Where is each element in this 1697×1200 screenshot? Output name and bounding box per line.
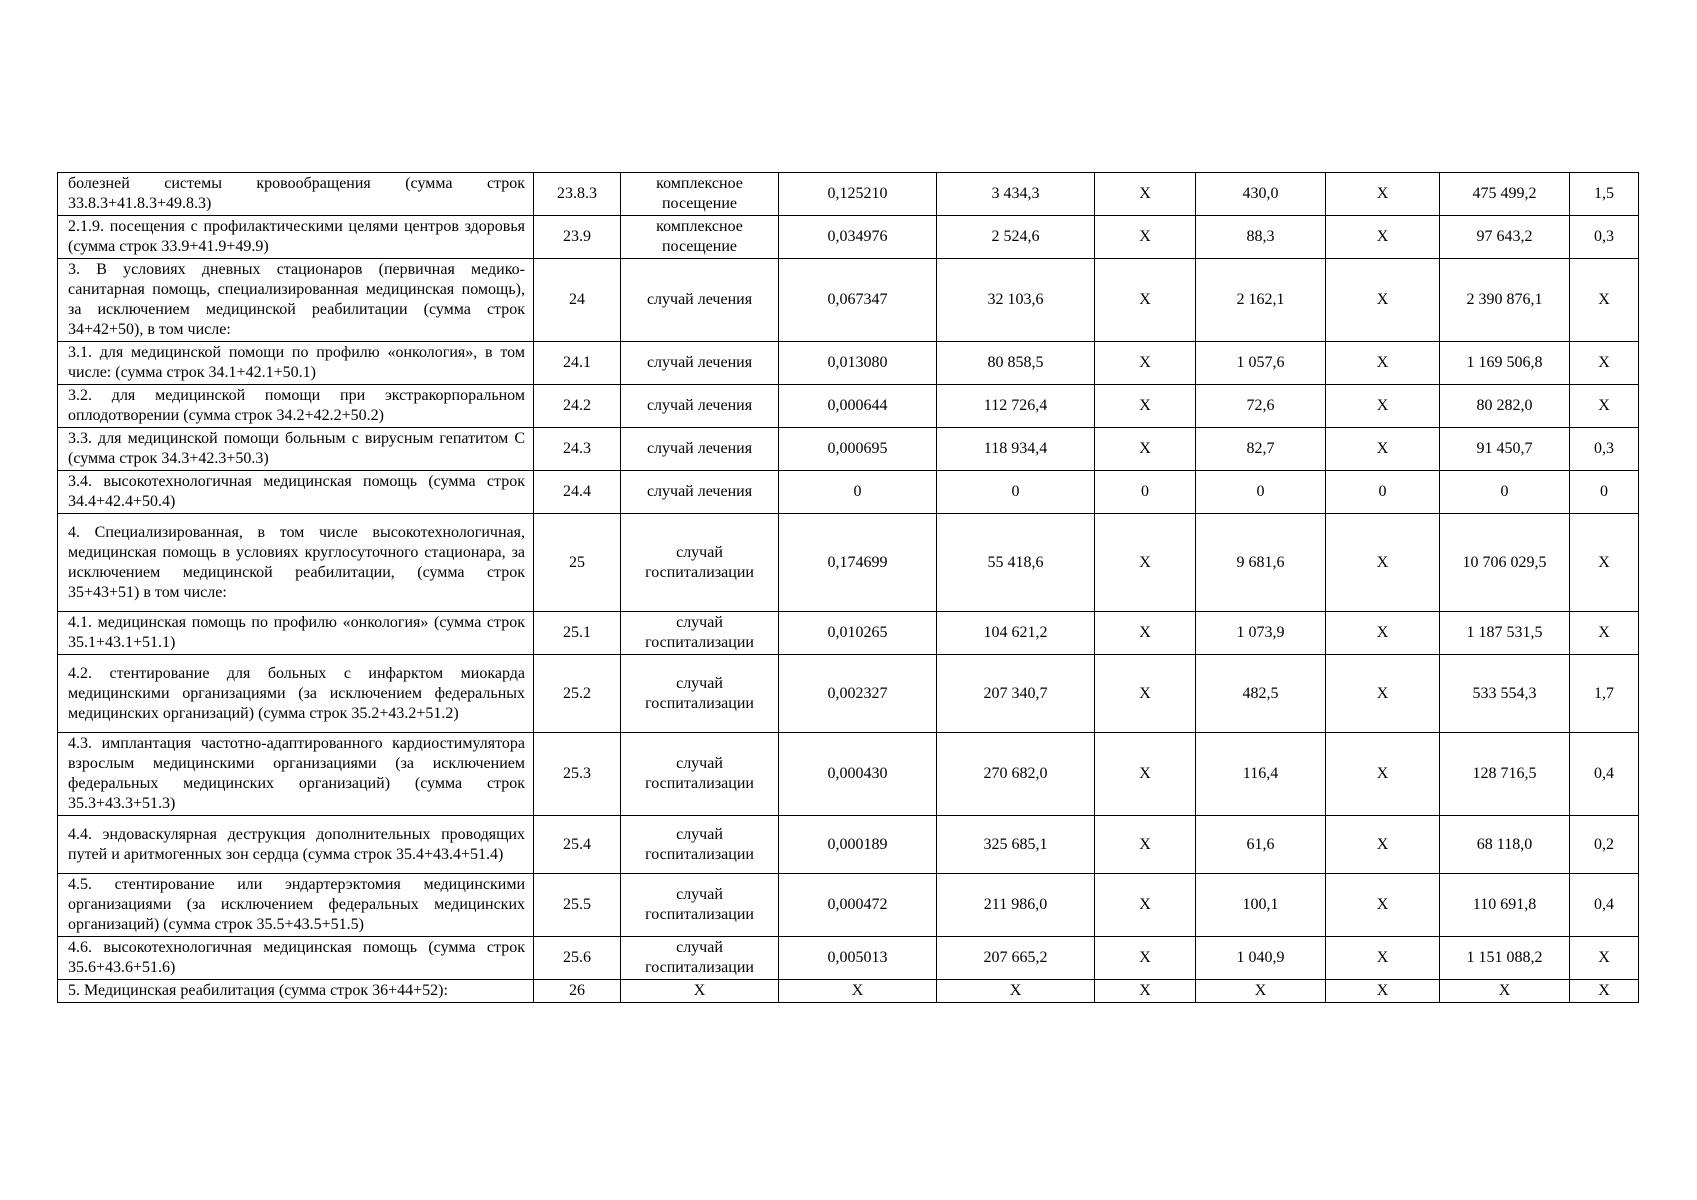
row-number-cell: 24.4	[534, 471, 621, 514]
col9-cell: 128 716,5	[1440, 733, 1570, 816]
table-row	[58, 173, 1639, 216]
col7-cell: 482,5	[1196, 655, 1326, 733]
col6-cell: Х	[1095, 259, 1196, 342]
norm-volume-cell: 0,002327	[779, 655, 937, 733]
row-number-cell: 23.9	[534, 216, 621, 259]
row-name-cell: 4.1. медицинская помощь по профилю «онкология» (сумма строк 35.1+43.1+51.1)	[58, 612, 534, 655]
row-number-cell: 24	[534, 259, 621, 342]
col8-cell: Х	[1326, 173, 1440, 216]
row-number-cell: 24.1	[534, 342, 621, 385]
table-row	[58, 980, 1639, 1003]
col9-cell: 1 187 531,5	[1440, 612, 1570, 655]
norm-cost-cell: 80 858,5	[937, 342, 1095, 385]
col7-cell: 430,0	[1196, 173, 1326, 216]
col6-cell: Х	[1095, 342, 1196, 385]
row-name-cell: 4.2. стентирование для больных с инфарктом миокарда медицинскими организациями (за исключением федеральных медицинских организаций) (сумма строк 35.2+43.2+51.2)	[58, 655, 534, 733]
col9-cell: Х	[1440, 980, 1570, 1003]
col7-cell: 88,3	[1196, 216, 1326, 259]
col6-cell: Х	[1095, 514, 1196, 612]
row-name-cell: 3.4. высокотехнологичная медицинская помощь (сумма строк 34.4+42.4+50.4)	[58, 471, 534, 514]
col9-cell: 475 499,2	[1440, 173, 1570, 216]
col6-cell: Х	[1095, 173, 1196, 216]
col7-cell: 9 681,6	[1196, 514, 1326, 612]
col7-cell: 116,4	[1196, 733, 1326, 816]
row-name-cell: 4.6. высокотехнологичная медицинская помощь (сумма строк 35.6+43.6+51.6)	[58, 937, 534, 980]
norm-cost-cell: 270 682,0	[937, 733, 1095, 816]
norm-cost-cell: 211 986,0	[937, 874, 1095, 937]
col10-cell: Х	[1570, 937, 1639, 980]
col9-cell: 97 643,2	[1440, 216, 1570, 259]
row-name-cell: 3.2. для медицинской помощи при экстракорпоральном оплодотворении (сумма строк 34.2+42.2+50.2)	[58, 385, 534, 428]
col8-cell: Х	[1326, 980, 1440, 1003]
col10-cell: 0,4	[1570, 874, 1639, 937]
col6-cell: Х	[1095, 385, 1196, 428]
table-row	[58, 937, 1639, 980]
unit-cell: случай госпитализации	[621, 816, 779, 874]
normatives-table	[57, 172, 1639, 1003]
col7-cell: 1 040,9	[1196, 937, 1326, 980]
row-name-cell: 4.4. эндоваскулярная деструкция дополнительных проводящих путей и аритмогенных зон сердца (сумма строк 35.4+43.4+51.4)	[58, 816, 534, 874]
col10-cell: 0,2	[1570, 816, 1639, 874]
norm-volume-cell: 0,000472	[779, 874, 937, 937]
norm-cost-cell: 32 103,6	[937, 259, 1095, 342]
col6-cell: Х	[1095, 874, 1196, 937]
col9-cell: 1 151 088,2	[1440, 937, 1570, 980]
norm-volume-cell: 0,013080	[779, 342, 937, 385]
col9-cell: 2 390 876,1	[1440, 259, 1570, 342]
col8-cell: Х	[1326, 612, 1440, 655]
table-row	[58, 514, 1639, 612]
col8-cell: Х	[1326, 655, 1440, 733]
norm-cost-cell: 207 340,7	[937, 655, 1095, 733]
col6-cell: Х	[1095, 612, 1196, 655]
unit-cell: случай госпитализации	[621, 514, 779, 612]
row-number-cell: 24.2	[534, 385, 621, 428]
col9-cell: 533 554,3	[1440, 655, 1570, 733]
col8-cell: Х	[1326, 514, 1440, 612]
table-row	[58, 733, 1639, 816]
norm-volume-cell: 0,000644	[779, 385, 937, 428]
col10-cell: Х	[1570, 514, 1639, 612]
col7-cell: 1 073,9	[1196, 612, 1326, 655]
row-name-cell: 4.5. стентирование или эндартерэктомия медицинскими организациями (за исключением федеральных медицинских организаций) (сумма строк 35.5+43.5+51.5)	[58, 874, 534, 937]
unit-cell: случай госпитализации	[621, 874, 779, 937]
unit-cell: случай лечения	[621, 471, 779, 514]
table-row	[58, 816, 1639, 874]
norm-volume-cell: 0,000189	[779, 816, 937, 874]
norm-cost-cell: 3 434,3	[937, 173, 1095, 216]
table-row	[58, 385, 1639, 428]
row-number-cell: 25.3	[534, 733, 621, 816]
col9-cell: 80 282,0	[1440, 385, 1570, 428]
col8-cell: Х	[1326, 342, 1440, 385]
row-number-cell: 26	[534, 980, 621, 1003]
row-number-cell: 23.8.3	[534, 173, 621, 216]
col10-cell: 1,5	[1570, 173, 1639, 216]
norm-cost-cell: 0	[937, 471, 1095, 514]
norm-cost-cell: 112 726,4	[937, 385, 1095, 428]
unit-cell: случай лечения	[621, 428, 779, 471]
col8-cell: Х	[1326, 816, 1440, 874]
norm-volume-cell: 0,005013	[779, 937, 937, 980]
col6-cell: Х	[1095, 980, 1196, 1003]
norm-cost-cell: 55 418,6	[937, 514, 1095, 612]
col10-cell: 0,3	[1570, 216, 1639, 259]
norm-cost-cell: 118 934,4	[937, 428, 1095, 471]
col7-cell: 100,1	[1196, 874, 1326, 937]
norm-cost-cell: 104 621,2	[937, 612, 1095, 655]
col6-cell: Х	[1095, 816, 1196, 874]
norm-volume-cell: 0,010265	[779, 612, 937, 655]
col9-cell: 0	[1440, 471, 1570, 514]
col8-cell: Х	[1326, 937, 1440, 980]
table-row	[58, 612, 1639, 655]
col10-cell: 0,3	[1570, 428, 1639, 471]
col8-cell: Х	[1326, 428, 1440, 471]
row-name-cell: 3.3. для медицинской помощи больным с вирусным гепатитом С (сумма строк 34.3+42.3+50.3)	[58, 428, 534, 471]
norm-volume-cell: 0,125210	[779, 173, 937, 216]
table-body	[58, 173, 1639, 1003]
norm-cost-cell: 207 665,2	[937, 937, 1095, 980]
col10-cell: Х	[1570, 980, 1639, 1003]
table-row	[58, 655, 1639, 733]
norm-volume-cell: 0,000430	[779, 733, 937, 816]
col9-cell: 91 450,7	[1440, 428, 1570, 471]
col8-cell: 0	[1326, 471, 1440, 514]
unit-cell: случай лечения	[621, 385, 779, 428]
col10-cell: 0	[1570, 471, 1639, 514]
col7-cell: 1 057,6	[1196, 342, 1326, 385]
col8-cell: Х	[1326, 216, 1440, 259]
row-name-cell: 4. Специализированная, в том числе высокотехнологичная, медицинская помощь в условиях круглосуточного стационара, за исключением медицинской реабилитации, (сумма строк 35+43+51) в том числе:	[58, 514, 534, 612]
col7-cell: 2 162,1	[1196, 259, 1326, 342]
norm-volume-cell: Х	[779, 980, 937, 1003]
table-row	[58, 216, 1639, 259]
unit-cell: случай госпитализации	[621, 937, 779, 980]
unit-cell: случай госпитализации	[621, 612, 779, 655]
unit-cell: комплексное посещение	[621, 216, 779, 259]
col10-cell: Х	[1570, 612, 1639, 655]
col6-cell: Х	[1095, 428, 1196, 471]
row-name-cell: 3. В условиях дневных стационаров (первичная медико-санитарная помощь, специализированная медицинская помощь), за исключением медицинской реабилитации (сумма строк 34+42+50), в том числе:	[58, 259, 534, 342]
norm-volume-cell: 0	[779, 471, 937, 514]
col7-cell: 61,6	[1196, 816, 1326, 874]
row-number-cell: 25.1	[534, 612, 621, 655]
col10-cell: Х	[1570, 385, 1639, 428]
col6-cell: 0	[1095, 471, 1196, 514]
norm-cost-cell: 2 524,6	[937, 216, 1095, 259]
unit-cell: случай госпитализации	[621, 733, 779, 816]
row-name-cell: 3.1. для медицинской помощи по профилю «онкология», в том числе: (сумма строк 34.1+42.1+50.1)	[58, 342, 534, 385]
col8-cell: Х	[1326, 733, 1440, 816]
col6-cell: Х	[1095, 216, 1196, 259]
norm-volume-cell: 0,034976	[779, 216, 937, 259]
col9-cell: 1 169 506,8	[1440, 342, 1570, 385]
row-number-cell: 24.3	[534, 428, 621, 471]
col10-cell: 0,4	[1570, 733, 1639, 816]
col8-cell: Х	[1326, 874, 1440, 937]
col9-cell: 110 691,8	[1440, 874, 1570, 937]
col6-cell: Х	[1095, 655, 1196, 733]
col6-cell: Х	[1095, 937, 1196, 980]
row-name-cell: 5. Медицинская реабилитация (сумма строк 36+44+52):	[58, 980, 534, 1003]
row-name-cell: болезней системы кровообращения (сумма строк 33.8.3+41.8.3+49.8.3)	[58, 173, 534, 216]
row-number-cell: 25.2	[534, 655, 621, 733]
table-row	[58, 259, 1639, 342]
row-number-cell: 25.6	[534, 937, 621, 980]
norm-volume-cell: 0,067347	[779, 259, 937, 342]
col8-cell: Х	[1326, 259, 1440, 342]
table-row	[58, 342, 1639, 385]
row-name-cell: 4.3. имплантация частотно-адаптированного кардиостимулятора взрослым медицинскими организациями (за исключением федеральных медицинских организаций) (сумма строк 35.3+43.3+51.3)	[58, 733, 534, 816]
col7-cell: 0	[1196, 471, 1326, 514]
col10-cell: 1,7	[1570, 655, 1639, 733]
unit-cell: комплексное посещение	[621, 173, 779, 216]
row-number-cell: 25.5	[534, 874, 621, 937]
unit-cell: случай лечения	[621, 259, 779, 342]
table-row	[58, 471, 1639, 514]
norm-volume-cell: 0,000695	[779, 428, 937, 471]
col9-cell: 68 118,0	[1440, 816, 1570, 874]
col7-cell: 82,7	[1196, 428, 1326, 471]
col7-cell: 72,6	[1196, 385, 1326, 428]
col7-cell: Х	[1196, 980, 1326, 1003]
row-name-cell: 2.1.9. посещения с профилактическими целями центров здоровья (сумма строк 33.9+41.9+49.9)	[58, 216, 534, 259]
row-number-cell: 25	[534, 514, 621, 612]
col6-cell: Х	[1095, 733, 1196, 816]
norm-volume-cell: 0,174699	[779, 514, 937, 612]
col10-cell: Х	[1570, 259, 1639, 342]
norm-cost-cell: Х	[937, 980, 1095, 1003]
col8-cell: Х	[1326, 385, 1440, 428]
unit-cell: случай лечения	[621, 342, 779, 385]
col9-cell: 10 706 029,5	[1440, 514, 1570, 612]
table-row	[58, 874, 1639, 937]
table-row	[58, 428, 1639, 471]
col10-cell: Х	[1570, 342, 1639, 385]
unit-cell: случай госпитализации	[621, 655, 779, 733]
row-number-cell: 25.4	[534, 816, 621, 874]
unit-cell: Х	[621, 980, 779, 1003]
norm-cost-cell: 325 685,1	[937, 816, 1095, 874]
